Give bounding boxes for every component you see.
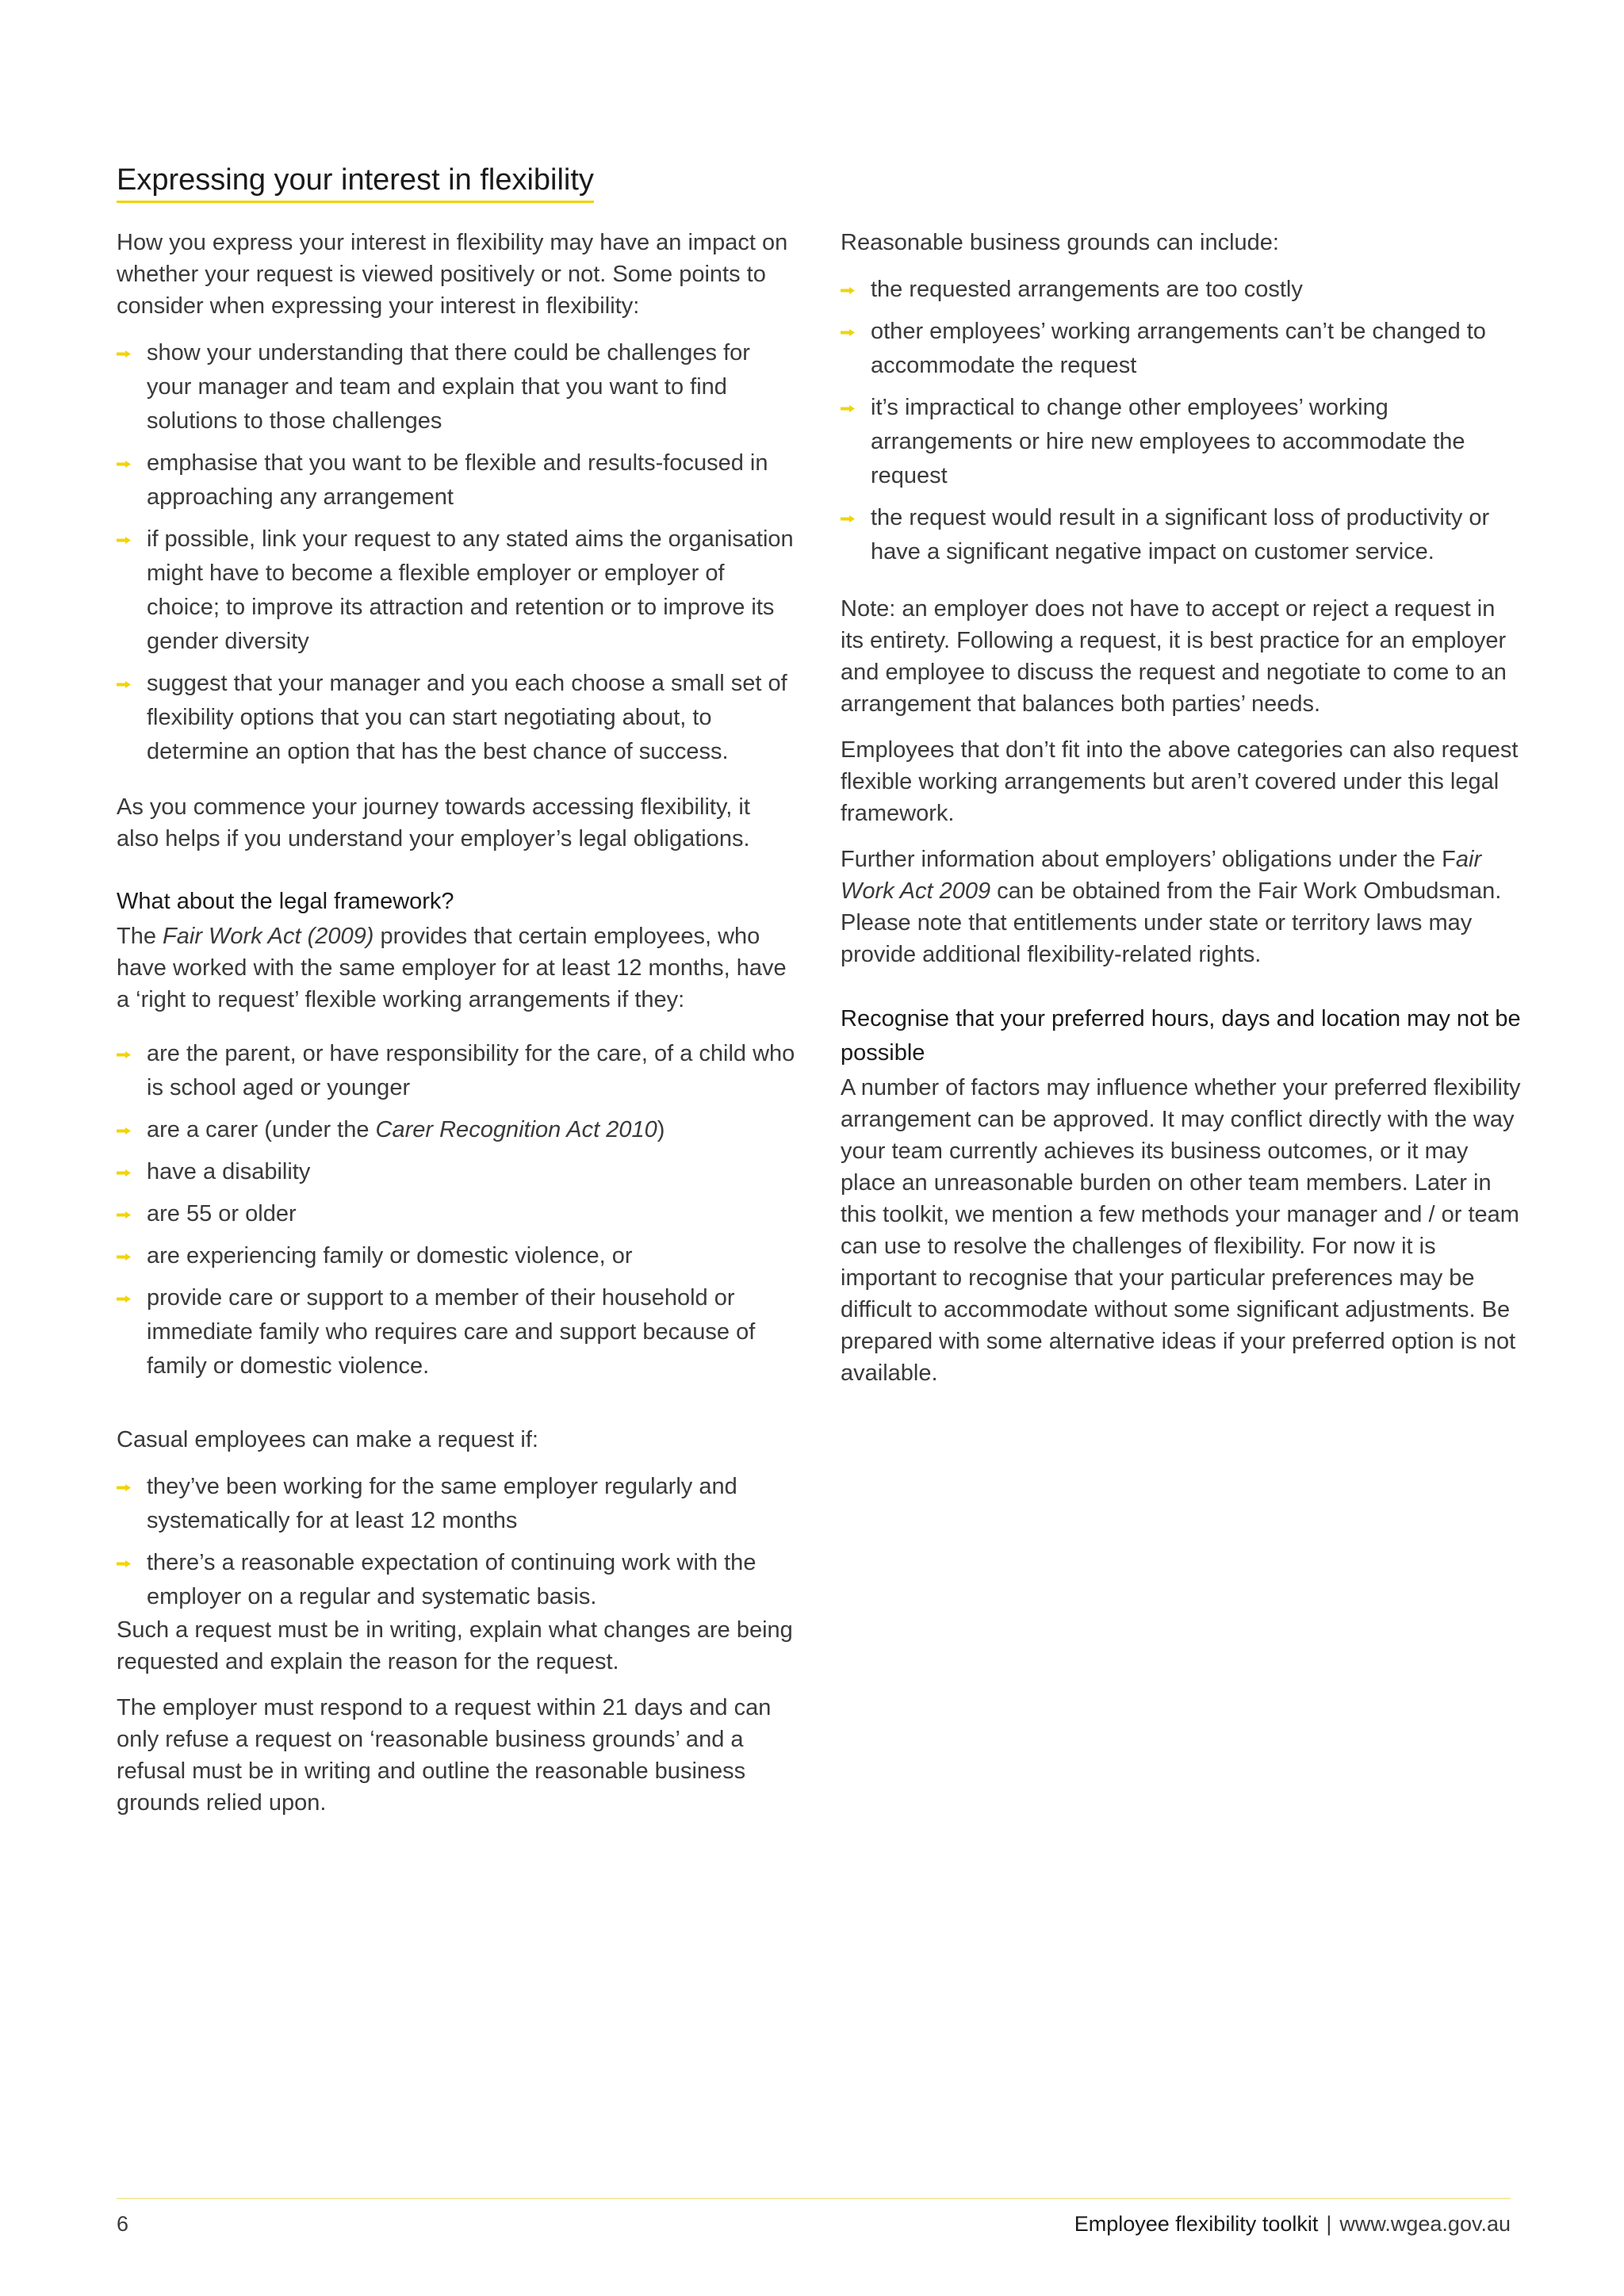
further-paragraph: Further information about employers’ obligations under the Fair Work Act 2009 can be obtained from the Fair Work Ombudsman. Please note that entitlements under state or territory laws may provide additional flexibility-related rights. <box>841 847 1502 967</box>
list-item: it’s impractical to change other employees’ working arrangements or hire new employees to accommodate the request <box>841 391 1522 493</box>
list-item: are the parent, or have responsibility for the care, of a child who is school aged or younger <box>117 1037 799 1105</box>
arrow-bullet-icon <box>117 461 131 468</box>
legal-intro: The Fair Work Act (2009) provides that certain employees, who have worked with the same employer for at least 12 months, have a ‘right to request’ flexible working arrangements if they: <box>117 924 787 1012</box>
list-item: are experiencing family or domestic violence, or <box>117 1239 799 1273</box>
recognise-paragraph: A number of factors may influence whether your preferred flexibility arrangement can be approved. It may conflict directly with the way your team currently achieves its business outcomes, or it may place an unreasonable burden on other team members. Later in this toolkit, we mention a few methods your manager and / or team can use to resolve the challenges of flexibility. For now it is important to recognise that your particular preferences may be difficult to accommodate without some significant adjustments. Be prepared with some alternative ideas if your preferred option is not available. <box>841 1075 1521 1386</box>
journey-paragraph: As you commence your journey towards accessing flexibility, it also helps if you understand your employer’s legal obligations. <box>117 794 750 851</box>
act-reference: air Work Act 2009 <box>841 847 1482 904</box>
list-item: have a disability <box>117 1155 799 1189</box>
list-item: provide care or support to a member of their household or immediate family who requires care and support because of family or domestic violence. <box>117 1281 799 1383</box>
arrow-bullet-icon <box>117 1560 131 1567</box>
list-item: there’s a reasonable expectation of continuing work with the employer on a regular and systematic basis. <box>117 1546 799 1614</box>
arrow-bullet-icon <box>117 681 131 688</box>
arrow-bullet-icon <box>117 1253 131 1261</box>
recognise-block <box>841 1002 1522 1389</box>
list-item: they’ve been working for the same employer regularly and systematically for at least 12 months <box>117 1470 799 1538</box>
recognise-heading: Recognise that your preferred hours, days and location may not be possible <box>841 1006 1521 1066</box>
grounds-block <box>841 227 1522 569</box>
note-paragraph: Note: an employer does not have to accept or reject a request in its entirety. Following a request, it is best practice for an employer and employee to discuss the request and negotiate to come to an arrangement that balances both parties’ needs. <box>841 596 1507 717</box>
website-link[interactable]: www.wgea.gov.au <box>1339 2212 1511 2236</box>
list-item: are a carer (under the Carer Recognition Act 2010) <box>117 1113 799 1147</box>
arrow-bullet-icon <box>117 537 131 544</box>
list-item: emphasise that you want to be flexible and results-focused in approaching any arrangement <box>117 446 799 515</box>
respond-paragraph: The employer must respond to a request within 21 days and can only refuse a request on ‘reasonable business grounds’ and a refusal must be in writing and outline the reasonable business grounds relied upon. <box>117 1695 772 1816</box>
points-list <box>117 336 799 769</box>
act-reference: Carer Recognition Act 2010 <box>375 1117 657 1142</box>
journey-block <box>117 791 799 855</box>
writing-paragraph: Such a request must be in writing, explain what changes are being requested and explain the reason for the request. <box>117 1617 793 1674</box>
list-item: are 55 or older <box>117 1197 799 1231</box>
grounds-intro: Reasonable business grounds can include: <box>841 230 1279 255</box>
points-list-block <box>117 336 799 769</box>
footer-divider <box>117 2198 1511 2199</box>
list-item: show your understanding that there could be challenges for your manager and team and explain that you want to find solutions to those challenges <box>117 336 799 438</box>
list-item: suggest that your manager and you each choose a small set of flexibility options that you can start negotiating about, to determine an option that has the best chance of success. <box>117 667 799 769</box>
arrow-bullet-icon <box>117 1127 131 1135</box>
page-number: 6 <box>117 2212 129 2236</box>
arrow-bullet-icon <box>117 1484 131 1491</box>
intro-paragraph: How you express your interest in flexibility may have an impact on whether your request is viewed positively or not. Some points to consider when expressing your interest in flexibility: <box>117 230 788 319</box>
arrow-bullet-icon <box>841 287 855 294</box>
casual-block <box>117 1424 799 1819</box>
arrow-bullet-icon <box>841 515 855 522</box>
left-intro <box>117 227 799 322</box>
page-heading: Expressing your interest in flexibility <box>117 163 594 203</box>
arrow-bullet-icon <box>117 350 131 358</box>
others-paragraph: Employees that don’t fit into the above categories can also request flexible working arrangements but aren’t covered under this legal framework. <box>841 737 1519 826</box>
note-block <box>841 593 1522 970</box>
list-item: the requested arrangements are too costly <box>841 273 1522 307</box>
arrow-bullet-icon <box>841 329 855 336</box>
footer-info <box>1074 2212 1511 2237</box>
arrow-bullet-icon <box>117 1169 131 1177</box>
legal-heading: What about the legal framework? <box>117 889 454 914</box>
conditions-block <box>117 1037 799 1383</box>
arrow-bullet-icon <box>117 1295 131 1303</box>
list-item: the request would result in a significant loss of productivity or have a significant negative impact on customer service. <box>841 501 1522 569</box>
footer-separator: | <box>1326 2212 1332 2236</box>
document-title: Employee flexibility toolkit <box>1074 2212 1319 2236</box>
act-reference: Fair Work Act (2009) <box>163 924 374 949</box>
casual-intro: Casual employees can make a request if: <box>117 1427 538 1452</box>
conditions-list <box>117 1037 799 1383</box>
legal-block <box>117 885 799 1016</box>
grounds-list <box>841 273 1522 569</box>
arrow-bullet-icon <box>117 1051 131 1058</box>
list-item: other employees’ working arrangements can’t be changed to accommodate the request <box>841 315 1522 383</box>
casual-list <box>117 1470 799 1614</box>
arrow-bullet-icon <box>841 405 855 412</box>
arrow-bullet-icon <box>117 1211 131 1219</box>
list-item: if possible, link your request to any stated aims the organisation might have to become a flexible employer or employer of choice; to improve its attraction and retention or to improve its gender diversity <box>117 522 799 659</box>
